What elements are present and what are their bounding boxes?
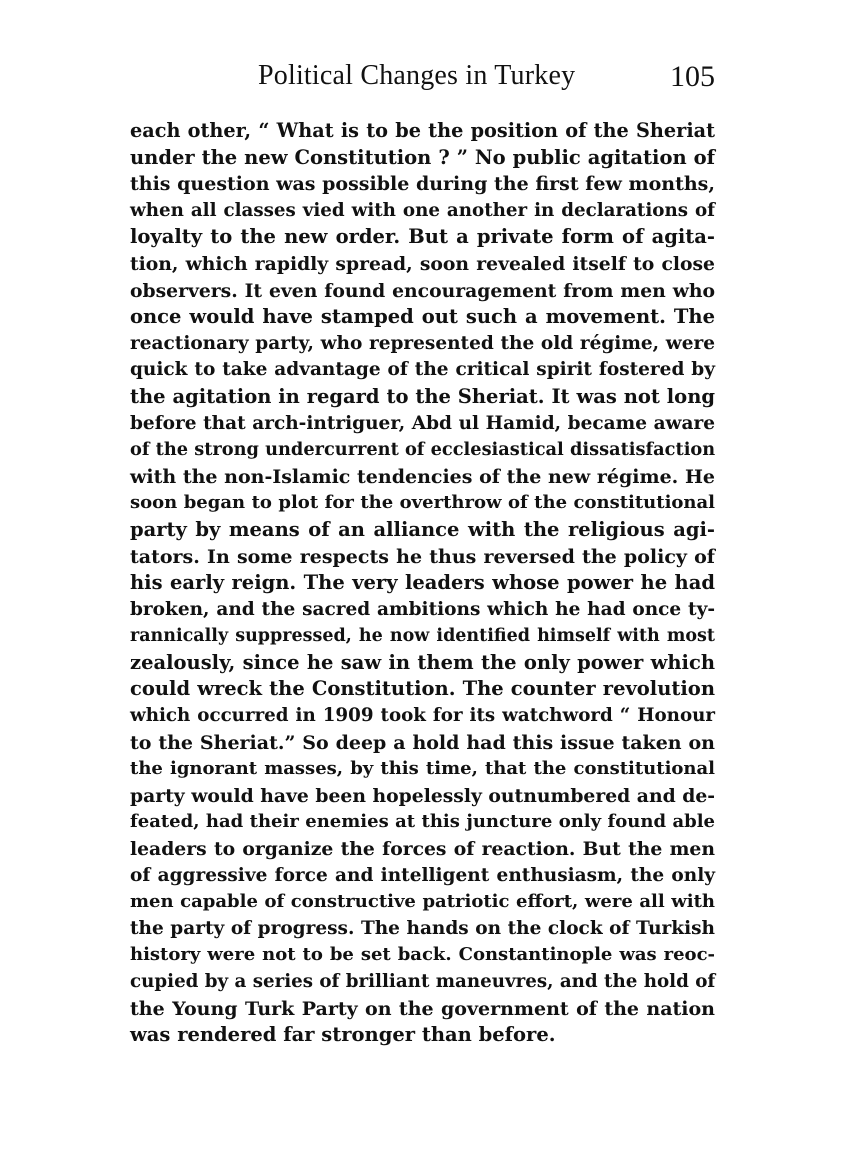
text-line: of the strong undercurrent of ecclesiastical dissatisfaction	[130, 439, 716, 461]
text-line: reactionary party, who represented the old régime, were	[130, 332, 715, 354]
text-line: before that arch-intriguer, Abd ul Hamid, became aware	[130, 412, 715, 434]
text-line: to the Sheriat.” So deep a hold had this issue taken on	[130, 731, 715, 754]
text-line: each other, “ What is to be the position of the Sheriat	[130, 119, 715, 142]
running-head	[130, 60, 715, 104]
text-line: with the non-Islamic tendencies of the new régime. He	[130, 465, 715, 488]
text-line: when all classes vied with one another in declarations of	[130, 199, 715, 221]
text-line: the agitation in regard to the Sheriat. It was not long	[130, 384, 715, 408]
text-line: the party of progress. The hands on the clock of Turkish	[130, 917, 715, 939]
text-line: zealously, since he saw in them the only power which	[130, 650, 715, 674]
text-line: observers. It even found encouragement from men who	[130, 279, 715, 302]
text-line: which occurred in 1909 took for its watchword “ Honour	[130, 705, 715, 727]
text-line: tators. In some respects he thus reversed the policy of	[130, 545, 715, 568]
text-line: history were not to be set back. Constantinople was reoc-	[130, 944, 715, 966]
text-line: under the new Constitution ? ” No public agitation of	[130, 145, 715, 169]
text-line: tion, which rapidly spread, soon revealed itself to close	[130, 252, 715, 275]
text-line: quick to take advantage of the critical spirit fostered by	[130, 359, 715, 381]
text-line: feated, had their enemies at this juncture only found able	[130, 811, 715, 833]
text-line: the Young Turk Party on the government of the nation	[130, 997, 715, 1020]
text-line: men capable of constructive patriotic effort, were all with	[130, 891, 715, 913]
text-line: broken, and the sacred ambitions which he had once ty-	[130, 598, 715, 620]
text-line: could wreck the Constitution. The counter revolution	[130, 677, 715, 701]
text-line: his early reign. The very leaders whose power he had	[130, 571, 715, 595]
body-text	[130, 118, 715, 1049]
text-line: the ignorant masses, by this time, that the constitutional	[130, 758, 715, 780]
text-line: party by means of an alliance with the religious agi-	[130, 517, 715, 541]
text-line: once would have stamped out such a movement. The	[130, 305, 715, 329]
text-line: cupied by a series of brilliant maneuvres, and the hold of	[130, 971, 716, 992]
text-line: leaders to organize the forces of reaction. But the men	[130, 838, 715, 861]
page-number: 105	[670, 60, 715, 93]
text-line: rannically suppressed, he now identified himself with most	[130, 626, 715, 647]
text-line: of aggressive force and intelligent enthusiasm, the only	[130, 864, 715, 886]
text-line: this question was possible during the first few months,	[130, 173, 715, 196]
running-title: Political Changes in Turkey	[258, 60, 576, 91]
text-line: soon began to plot for the overthrow of the constitutional	[130, 492, 715, 514]
text-line-last: was rendered far stronger than before.	[130, 1023, 556, 1047]
text-line: party would have been hopelessly outnumbered and de-	[130, 784, 716, 807]
text-line: loyalty to the new order. But a private form of agita-	[130, 225, 715, 249]
